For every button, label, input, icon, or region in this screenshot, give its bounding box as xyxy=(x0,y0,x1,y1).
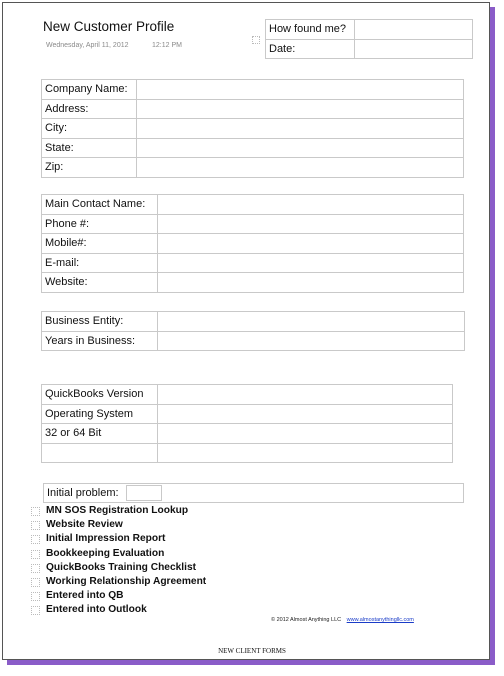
anchor-marker xyxy=(252,36,260,44)
email-field[interactable] xyxy=(158,253,464,273)
copyright-line xyxy=(271,617,414,623)
checklist-item: Entered into QB xyxy=(29,589,206,603)
quickbooks-version-label: QuickBooks Version xyxy=(42,385,158,405)
company-name-label: Company Name: xyxy=(42,80,137,100)
address-field[interactable] xyxy=(137,99,464,119)
date-field[interactable] xyxy=(355,39,473,59)
mobile-label: Mobile#: xyxy=(42,234,158,254)
checkbox[interactable] xyxy=(31,550,40,559)
quickbooks-version-field[interactable] xyxy=(158,385,453,405)
business-table xyxy=(41,311,465,351)
initial-problem-label: Initial problem: xyxy=(47,487,119,499)
software-table xyxy=(41,384,453,463)
main-contact-field[interactable] xyxy=(158,195,464,215)
company-name-field[interactable] xyxy=(137,80,464,100)
date-stamp: Wednesday, April 11, 2012 xyxy=(46,42,129,49)
address-label: Address: xyxy=(42,99,137,119)
years-in-business-field[interactable] xyxy=(158,331,465,351)
footer-caption: NEW CLIENT FORMS xyxy=(218,647,286,655)
website-link[interactable]: www.almostanythingllc.com xyxy=(346,617,414,623)
contact-table xyxy=(41,194,464,293)
mobile-field[interactable] xyxy=(158,234,464,254)
source-table xyxy=(265,19,473,59)
checklist-item: QuickBooks Training Checklist xyxy=(29,561,206,575)
checkbox[interactable] xyxy=(31,521,40,530)
zip-field[interactable] xyxy=(137,158,464,178)
business-entity-field[interactable] xyxy=(158,312,465,332)
page-title: New Customer Profile xyxy=(43,19,175,34)
form-page xyxy=(2,2,490,660)
how-found-label: How found me? xyxy=(266,20,355,40)
years-in-business-label: Years in Business: xyxy=(42,331,158,351)
checklist-item: Working Relationship Agreement xyxy=(29,575,206,589)
checkbox[interactable] xyxy=(31,592,40,601)
bitness-field[interactable] xyxy=(158,424,453,444)
checklist-item: MN SOS Registration Lookup xyxy=(29,504,206,518)
copyright-text: © 2012 Almost Anything LLC xyxy=(271,617,342,623)
state-field[interactable] xyxy=(137,138,464,158)
state-label: State: xyxy=(42,138,137,158)
business-entity-label: Business Entity: xyxy=(42,312,158,332)
checklist-item: Entered into Outlook xyxy=(29,603,206,617)
checkbox[interactable] xyxy=(31,606,40,615)
blank-label xyxy=(42,443,158,463)
checklist-item: Website Review xyxy=(29,518,206,532)
city-label: City: xyxy=(42,119,137,139)
date-label: Date: xyxy=(266,39,355,59)
bitness-label: 32 or 64 Bit xyxy=(42,424,158,444)
city-field[interactable] xyxy=(137,119,464,139)
checkbox[interactable] xyxy=(31,535,40,544)
zip-label: Zip: xyxy=(42,158,137,178)
main-contact-label: Main Contact Name: xyxy=(42,195,158,215)
checkbox[interactable] xyxy=(31,507,40,516)
operating-system-label: Operating System xyxy=(42,404,158,424)
initial-problem-field[interactable] xyxy=(126,485,162,501)
checklist-item: Initial Impression Report xyxy=(29,532,206,546)
phone-field[interactable] xyxy=(158,214,464,234)
initial-problem-row xyxy=(43,483,464,503)
checkbox[interactable] xyxy=(31,564,40,573)
checkbox[interactable] xyxy=(31,578,40,587)
blank-field[interactable] xyxy=(158,443,453,463)
how-found-field[interactable] xyxy=(355,20,473,40)
onboarding-checklist xyxy=(29,504,206,618)
operating-system-field[interactable] xyxy=(158,404,453,424)
website-label: Website: xyxy=(42,273,158,293)
email-label: E-mail: xyxy=(42,253,158,273)
website-field[interactable] xyxy=(158,273,464,293)
checklist-item: Bookkeeping Evaluation xyxy=(29,547,206,561)
phone-label: Phone #: xyxy=(42,214,158,234)
time-stamp: 12:12 PM xyxy=(152,42,182,49)
company-table xyxy=(41,79,464,178)
